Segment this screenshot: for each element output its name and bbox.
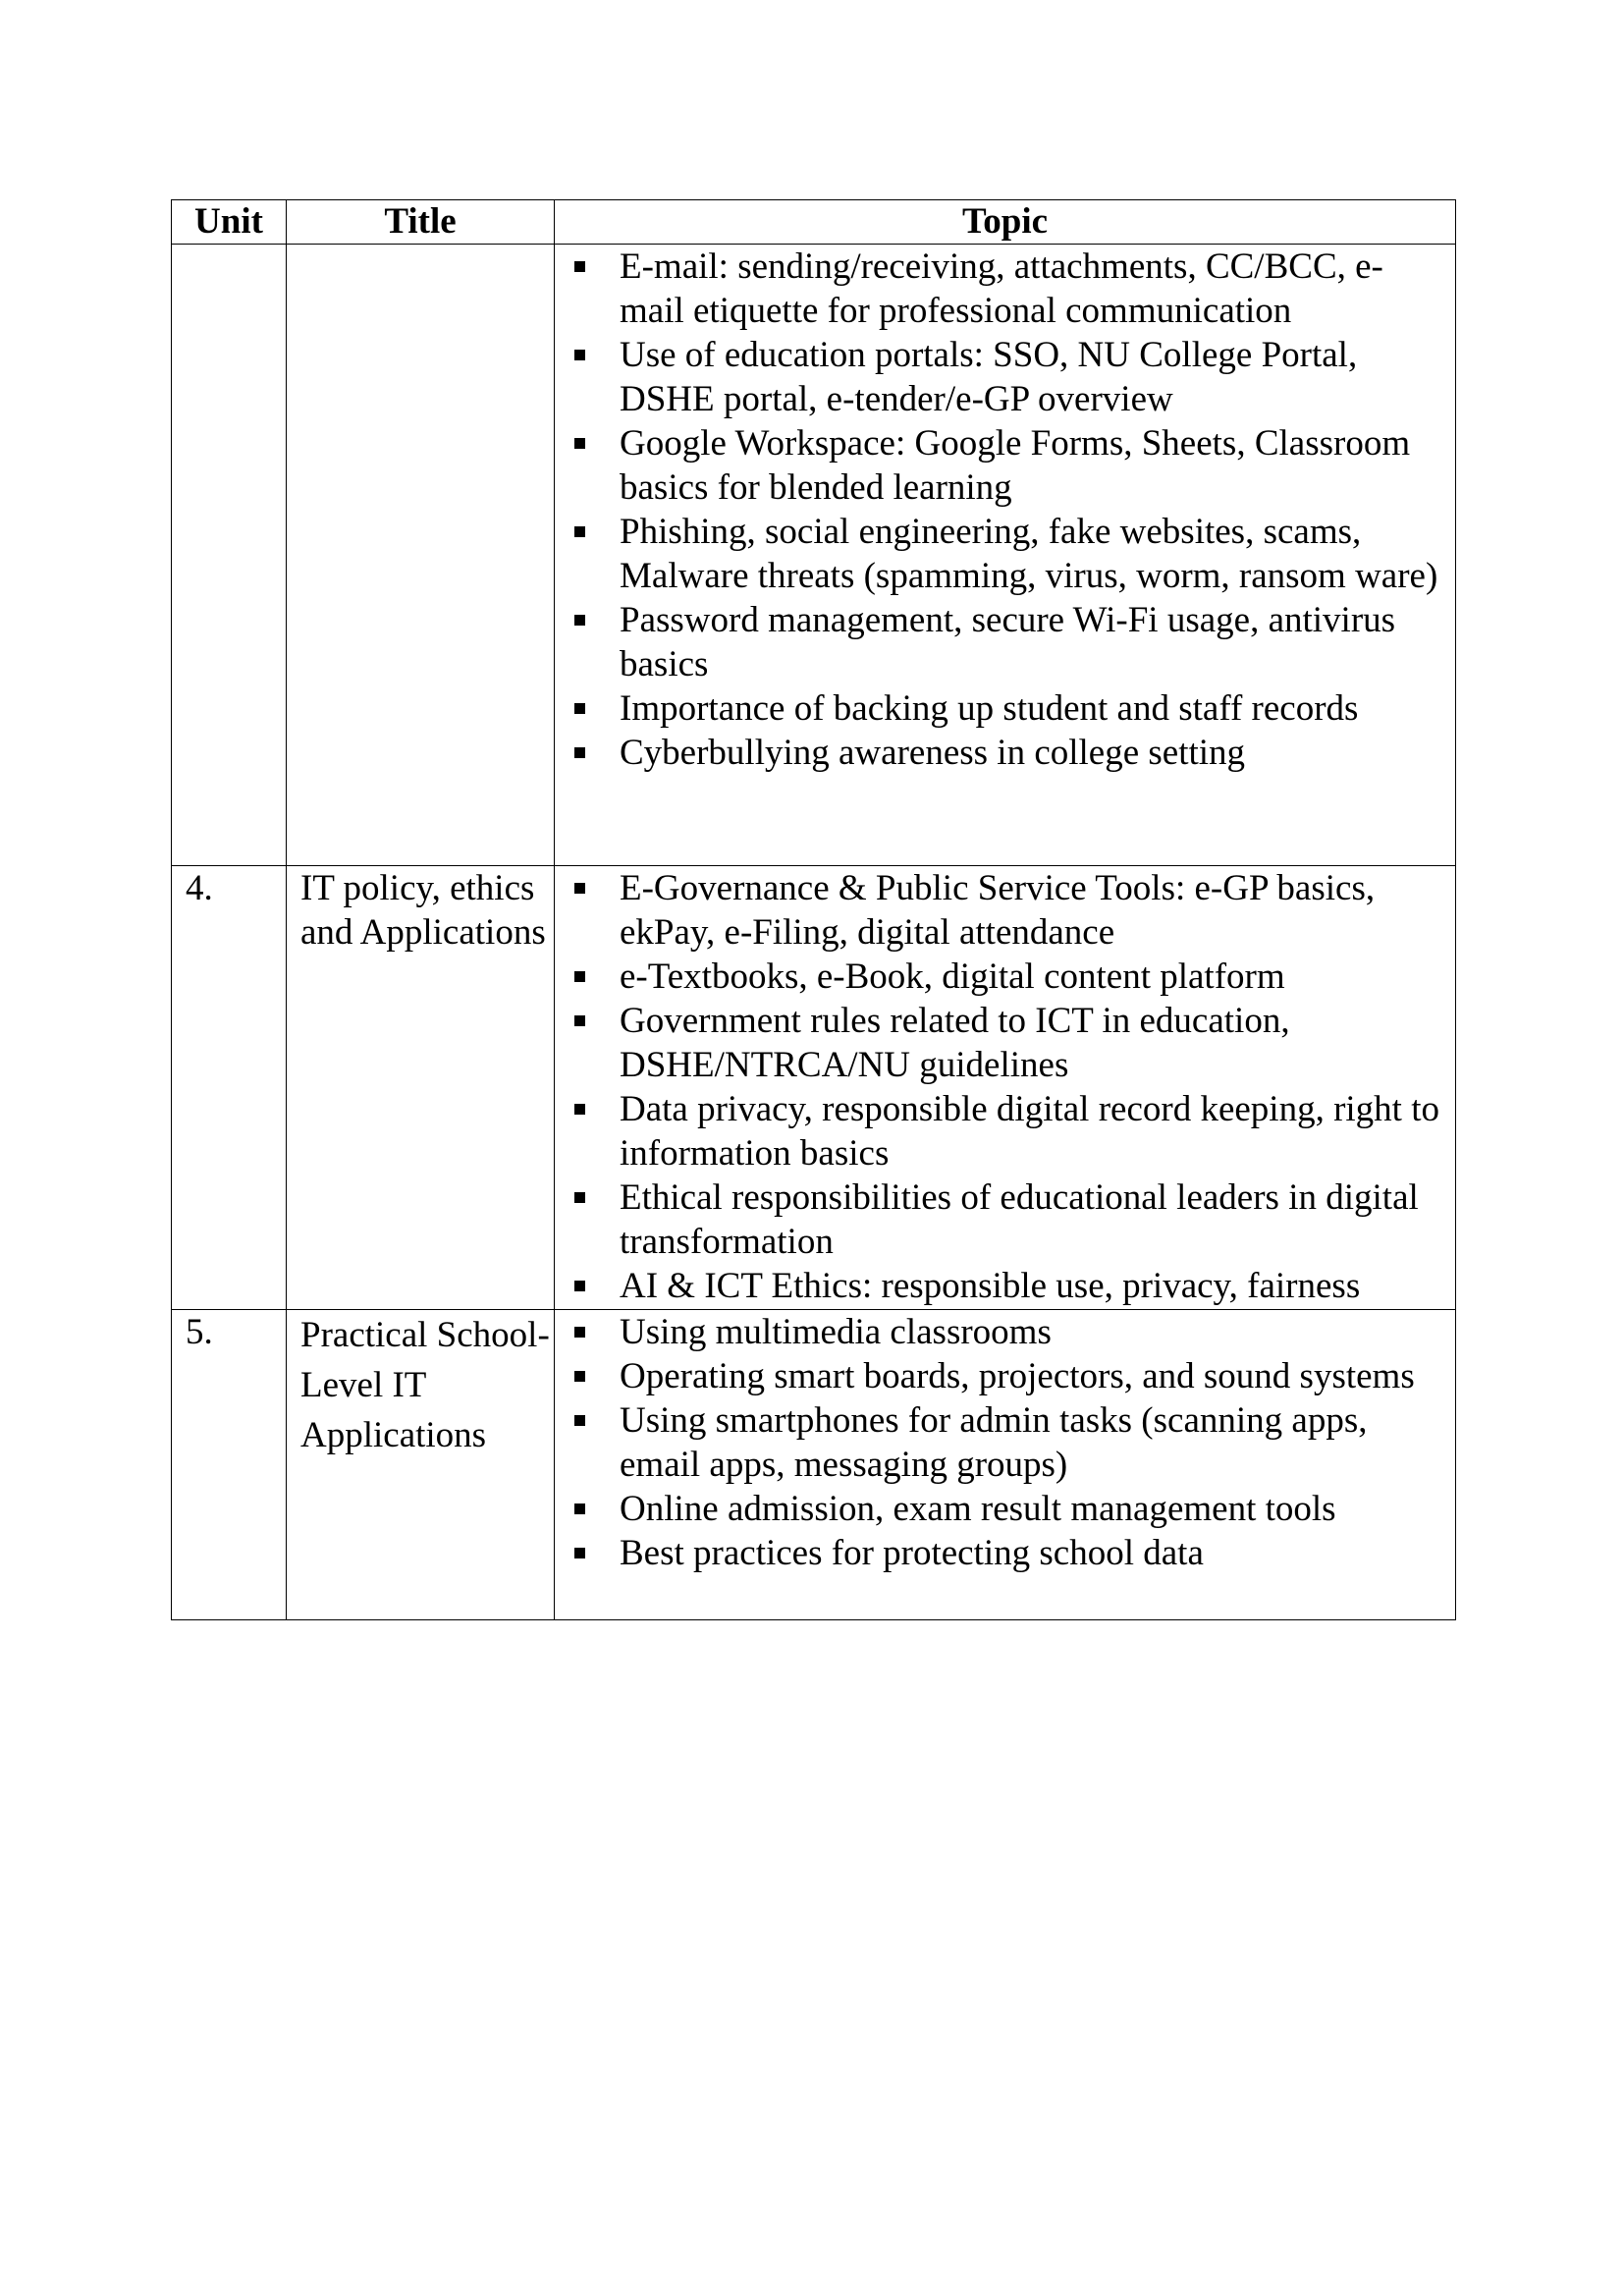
square-bullet-icon bbox=[574, 747, 585, 758]
topic-item: e-Textbooks, e-Book, digital content platform bbox=[555, 955, 1447, 999]
topic-item: E-Governance & Public Service Tools: e-GP basics, ekPay, e-Filing, digital attendance bbox=[555, 866, 1447, 955]
square-bullet-icon bbox=[574, 438, 585, 449]
square-bullet-icon bbox=[574, 1371, 585, 1382]
topic-item: Importance of backing up student and staff records bbox=[555, 686, 1447, 731]
square-bullet-icon bbox=[574, 1104, 585, 1115]
topic-item: E-mail: sending/receiving, attachments, CC/BCC, e-mail etiquette for professional communication bbox=[555, 245, 1447, 333]
topic-cell bbox=[555, 1310, 1456, 1620]
header-title: Title bbox=[287, 200, 555, 245]
topic-item: Best practices for protecting school data bbox=[555, 1531, 1447, 1575]
topic-item: AI & ICT Ethics: responsible use, privacy, fairness bbox=[555, 1264, 1447, 1308]
square-bullet-icon bbox=[574, 261, 585, 272]
square-bullet-icon bbox=[574, 703, 585, 714]
topic-item: Google Workspace: Google Forms, Sheets, Classroom basics for blended learning bbox=[555, 421, 1447, 510]
title-cell: Practical School-Level IT Applications bbox=[287, 1310, 555, 1620]
topic-list bbox=[555, 1310, 1447, 1575]
square-bullet-icon bbox=[574, 971, 585, 982]
topic-item: Use of education portals: SSO, NU College Portal, DSHE portal, e-tender/e-GP overview bbox=[555, 333, 1447, 421]
topic-list bbox=[555, 866, 1447, 1308]
table-header-row bbox=[172, 200, 1456, 245]
table-row bbox=[172, 245, 1456, 866]
topic-item: Operating smart boards, projectors, and sound systems bbox=[555, 1354, 1447, 1398]
topic-item: Using smartphones for admin tasks (scanning apps, email apps, messaging groups) bbox=[555, 1398, 1447, 1487]
title-cell: IT policy, ethics and Applications bbox=[287, 866, 555, 1310]
header-unit: Unit bbox=[172, 200, 287, 245]
unit-cell: 5. bbox=[172, 1310, 287, 1620]
square-bullet-icon bbox=[574, 1192, 585, 1203]
square-bullet-icon bbox=[574, 1503, 585, 1514]
topic-item: Password management, secure Wi-Fi usage, antivirus basics bbox=[555, 598, 1447, 686]
topic-cell bbox=[555, 245, 1456, 866]
square-bullet-icon bbox=[574, 1015, 585, 1026]
square-bullet-icon bbox=[574, 1281, 585, 1291]
unit-cell bbox=[172, 245, 287, 866]
square-bullet-icon bbox=[574, 1415, 585, 1426]
square-bullet-icon bbox=[574, 350, 585, 360]
square-bullet-icon bbox=[574, 615, 585, 626]
topic-cell bbox=[555, 866, 1456, 1310]
table-row bbox=[172, 1310, 1456, 1620]
topic-item: Data privacy, responsible digital record keeping, right to information basics bbox=[555, 1087, 1447, 1175]
square-bullet-icon bbox=[574, 526, 585, 537]
topic-item: Ethical responsibilities of educational leaders in digital transformation bbox=[555, 1175, 1447, 1264]
header-topic: Topic bbox=[555, 200, 1456, 245]
topic-item: Cyberbullying awareness in college setting bbox=[555, 731, 1447, 775]
topic-item: Using multimedia classrooms bbox=[555, 1310, 1447, 1354]
square-bullet-icon bbox=[574, 883, 585, 894]
square-bullet-icon bbox=[574, 1327, 585, 1338]
topic-list bbox=[555, 245, 1447, 775]
unit-cell: 4. bbox=[172, 866, 287, 1310]
syllabus-table bbox=[171, 199, 1456, 1620]
topic-item: Government rules related to ICT in education, DSHE/NTRCA/NU guidelines bbox=[555, 999, 1447, 1087]
topic-item: Online admission, exam result management tools bbox=[555, 1487, 1447, 1531]
table-row bbox=[172, 866, 1456, 1310]
square-bullet-icon bbox=[574, 1548, 585, 1558]
topic-item: Phishing, social engineering, fake websites, scams, Malware threats (spamming, virus, worm, ransom ware) bbox=[555, 510, 1447, 598]
title-cell bbox=[287, 245, 555, 866]
